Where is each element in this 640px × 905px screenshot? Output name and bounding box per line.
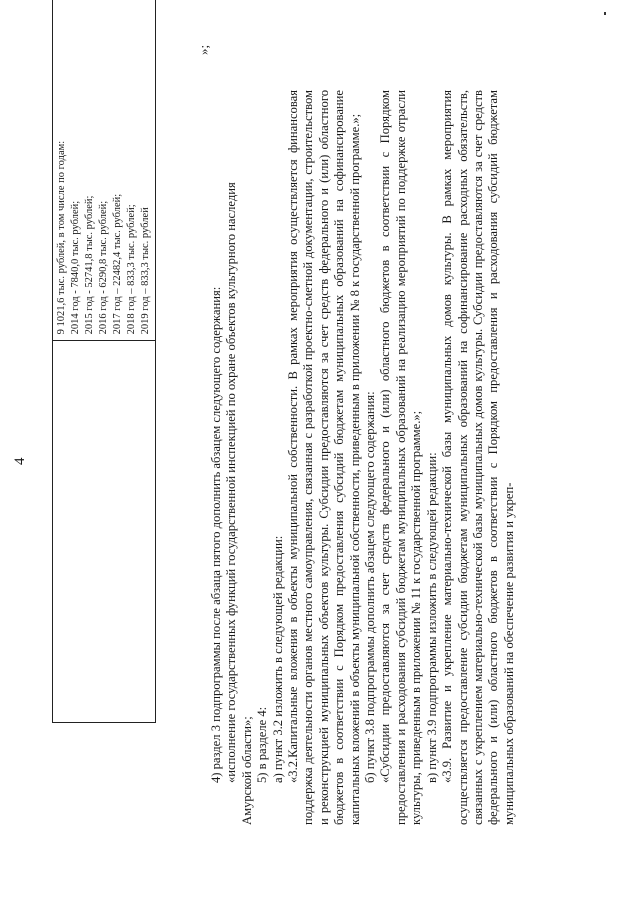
funding-year-2016: 2016 год - 6290,8 тыс. рублей;	[98, 200, 109, 335]
funding-year-2017: 2017 год – 22482,4 тыс. рублей;	[112, 193, 123, 335]
paragraph-3-9: «3.9. Развитие и укрепление материально-технической базы муниципальных домов культуры. В рамках мероприятия осуществляется предоставление субсидии бюджетам муниципальных образований на софинансирование расходных обязательств, связанных с укреплением материально-технической базы муниципальных домов культуры. Субсидии предоставляются за счет средств федерального и (или) областного бюджетов в соответствии с Порядком предоставления и расходования субсидий бюджетам муниципальных образований на обеспечение развития и укреп-	[440, 90, 516, 825]
table-cell-empty	[53, 341, 156, 723]
page-number: 4	[12, 457, 28, 465]
funding-total: 9 1021,6 тыс. рублей, в том числе по годам:	[56, 140, 67, 335]
paragraph-3-2: «3.2.Капитальные вложения в объекты муниципальной собственности. В рамках мероприятия осуществляется финансовая поддержка деятельности органов местного самоуправления, связанная с разработкой проектно-сметной документации, строительством и реконструкцией муниципальных объектов культуры. Субсидии предоставляются за счет средств федерального и (или) областного бюджетов в соответствии с Порядком предоставления субсидий бюджетам муниципальных образований на софинансирование капитальных вложений в объекты муниципальной собственности, приведенным в приложении № 8 к государственной программе.»;	[286, 90, 362, 825]
table-row	[53, 0, 156, 723]
document-body	[209, 90, 517, 825]
funding-year-2015: 2015 год - 52741,8 тыс. рублей;	[84, 195, 95, 335]
funding-table	[52, 0, 156, 723]
paragraph-item-5: 5) в разделе 4:	[255, 706, 270, 783]
funding-year-2014: 2014 год - 7840,0 тыс. рублей;	[70, 200, 81, 335]
paragraph-item-v: в) пункт 3.9 подпрограммы изложить в следующей редакции:	[424, 452, 439, 783]
funding-year-2018: 2018 год – 833,3 тыс. рублей;	[126, 204, 137, 335]
paragraph-quote-inspection-end: Амурской области»;	[239, 716, 254, 825]
paragraph-subsidies: «Субсидии предоставляются за счет средств федерального и (или) областного бюджетов в соответствии с Порядком предоставления и расходования субсидий бюджетам муниципальных образований на реализацию мероприятий по поддержке отрасли культуры, приведенным в приложении № 11 к государственной программе.»;	[378, 90, 424, 825]
table-closing-quote: »;	[196, 44, 211, 55]
table-cell-funding	[53, 0, 156, 341]
paragraph-item-a: а) пункт 3.2 изложить в следующей редакции:	[270, 535, 285, 783]
paragraph-quote-inspection: «исполнение государственных функций государственной инспекцией по охране объектов культурного наследия	[224, 182, 239, 783]
funding-year-2019: 2019 год – 833,3 тыс. рублей	[140, 207, 151, 335]
paragraph-item-b: б) пункт 3.8 подпрограммы дополнить абзацем следующего содержания:	[363, 391, 378, 783]
paragraph-item-4: 4) раздел 3 подпрограммы после абзаца пятого дополнить абзацем следующего содержания:	[209, 286, 223, 783]
